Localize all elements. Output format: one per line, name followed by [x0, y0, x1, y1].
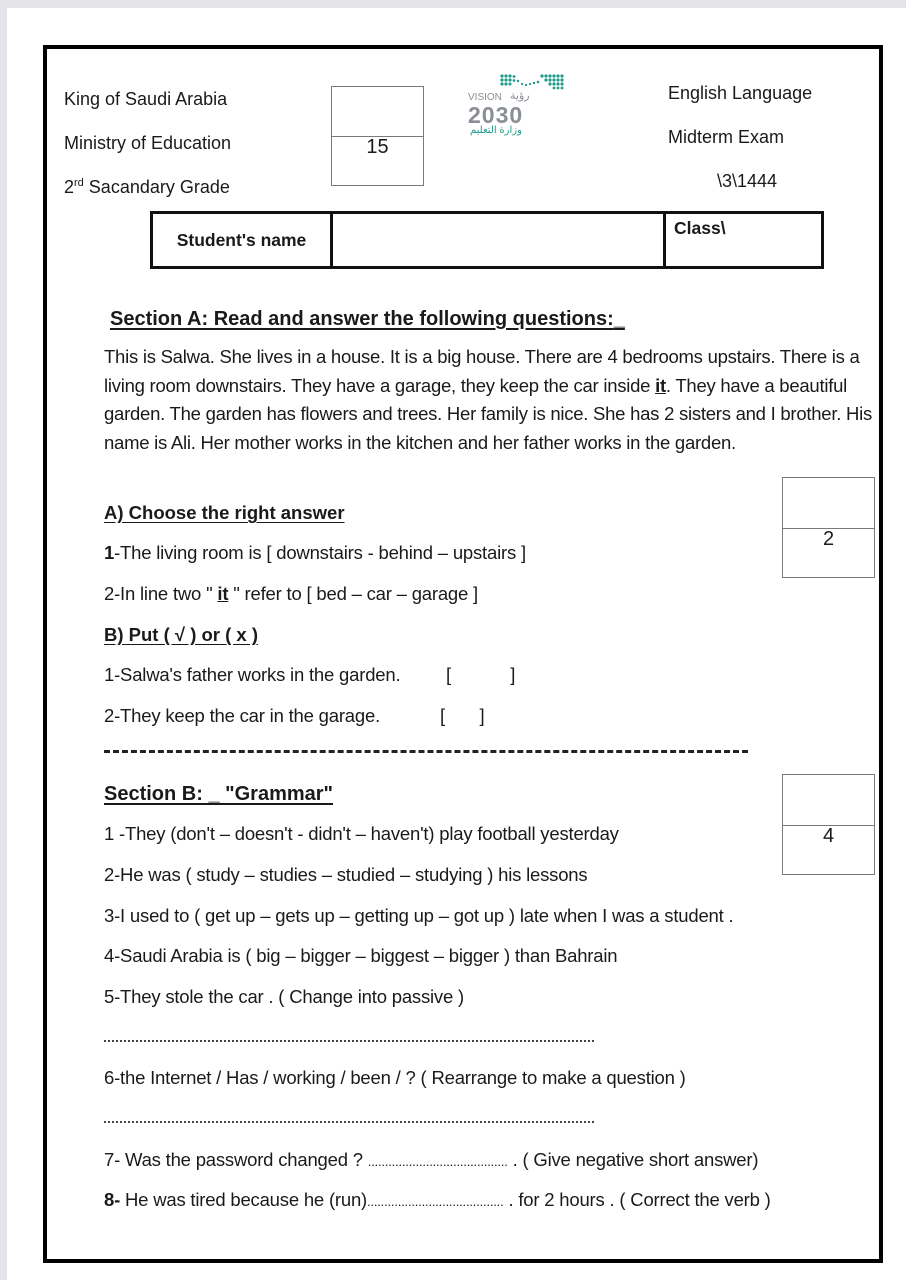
part-a-question-1: [104, 542, 526, 564]
q2-underlined-it: it: [217, 583, 229, 604]
section-b-title: Section B: _ "Grammar": [104, 783, 334, 805]
header-subject: English Language: [668, 83, 813, 103]
answer-line-q5[interactable]: [104, 1040, 594, 1042]
class-label: Class\: [674, 218, 726, 238]
grammar-question-7: [104, 1149, 758, 1171]
q7-answer-blank[interactable]: .........................................: [367, 1154, 508, 1169]
student-info-table: [150, 211, 824, 269]
q2-text-pre: 2-In line two ": [104, 583, 218, 604]
student-name-field[interactable]: [333, 214, 666, 266]
section-b-score-total: 4: [822, 824, 835, 847]
answer-line-q6[interactable]: [104, 1121, 594, 1123]
section-a-title: [110, 308, 625, 331]
grammar-question-6: 6-the Internet / Has / working / been / ? ( Rearrange to make a question ): [104, 1067, 686, 1088]
part-b-question-1: 1-Salwa's father works in the garden.: [104, 664, 401, 685]
grammar-question-8: [104, 1189, 771, 1211]
section-b-score-box: [782, 774, 875, 875]
header-date: \3\1444: [717, 171, 778, 191]
reading-passage: [104, 343, 874, 457]
q8-instruction: . for 2 hours . ( Correct the verb ): [503, 1189, 771, 1210]
grammar-question-4: 4-Saudi Arabia is ( big – bigger – biggest – bigger ) than Bahrain: [104, 945, 618, 966]
q1-number: 1: [104, 542, 115, 563]
passage-underlined-it: it: [655, 374, 666, 396]
q8-answer-blank[interactable]: ........................................: [367, 1194, 504, 1209]
part-b-title: B) Put ( √ ) or ( x ): [104, 624, 259, 645]
vision-year: 2030: [468, 102, 524, 128]
section-divider: [104, 750, 748, 753]
vision-arabic-label: رؤية: [510, 90, 530, 102]
part-a-title: A) Choose the right answer: [104, 502, 345, 523]
grammar-question-3: 3-I used to ( get up – gets up – getting up – got up ) late when I was a student .: [104, 905, 734, 926]
q7-text: 7- Was the password changed ?: [104, 1149, 368, 1170]
header-country: King of Saudi Arabia: [64, 89, 228, 109]
vision-2030-logo: [466, 72, 576, 138]
ministry-arabic-label: وزارة التعليم: [470, 125, 522, 136]
header-exam-type: Midterm Exam: [668, 127, 785, 147]
grammar-question-1: 1 -They (don't – doesn't - didn't – haven't) play football yesterday: [104, 823, 619, 844]
grade-text: Sacandary Grade: [83, 177, 230, 197]
score-obtained-field[interactable]: [332, 87, 423, 137]
vision-label: VISION: [468, 92, 502, 103]
score-total: 15: [366, 136, 389, 158]
section-b-score-obtained[interactable]: [783, 775, 874, 826]
section-a-title-trailer: _: [613, 308, 625, 330]
total-score-box: [331, 86, 424, 186]
part-a-question-2: [104, 583, 478, 605]
part-b-question-2: 2-They keep the car in the garage.: [104, 705, 381, 726]
passage-part-2: . They have a beautiful garden. The garden has flowers and trees. Her family is nice. She has 2 sisters and I brother. His name is Ali. Her mother works in the kitchen and her father works in the garden.: [104, 374, 872, 453]
section-a-score-box: [782, 477, 875, 578]
passage-part-1: This is Salwa. She lives in a house. It is a big house. There are 4 bedrooms upstairs. There is a living room downstairs. They have a garage, they keep the car inside: [104, 346, 860, 396]
grade-number: 2: [64, 177, 75, 197]
q2-text-post: " refer to [ bed – car – garage ]: [228, 583, 478, 604]
part-b-answer-2-bracket[interactable]: [ ]: [440, 705, 485, 726]
section-a-score-obtained[interactable]: [783, 478, 874, 529]
class-field[interactable]: [666, 214, 821, 266]
student-name-label: Student's name: [153, 214, 333, 266]
part-b-answer-1-bracket[interactable]: [ ]: [446, 664, 516, 685]
grammar-question-5: 5-They stole the car . ( Change into passive ): [104, 986, 464, 1007]
q8-number: 8-: [104, 1189, 121, 1210]
header-ministry: Ministry of Education: [64, 133, 232, 153]
section-a-score-total: 2: [822, 527, 835, 550]
header-grade: [64, 177, 230, 198]
q8-text: He was tired because he (run): [120, 1189, 368, 1210]
grammar-question-2: 2-He was ( study – studies – studied – studying ) his lessons: [104, 864, 588, 885]
grade-suffix: rd: [74, 177, 84, 189]
q7-instruction: . ( Give negative short answer): [507, 1149, 759, 1170]
section-a-title-text: Section A: Read and answer the following questions:: [110, 308, 614, 330]
q1-text: -The living room is [ downstairs - behind – upstairs ]: [114, 542, 526, 563]
